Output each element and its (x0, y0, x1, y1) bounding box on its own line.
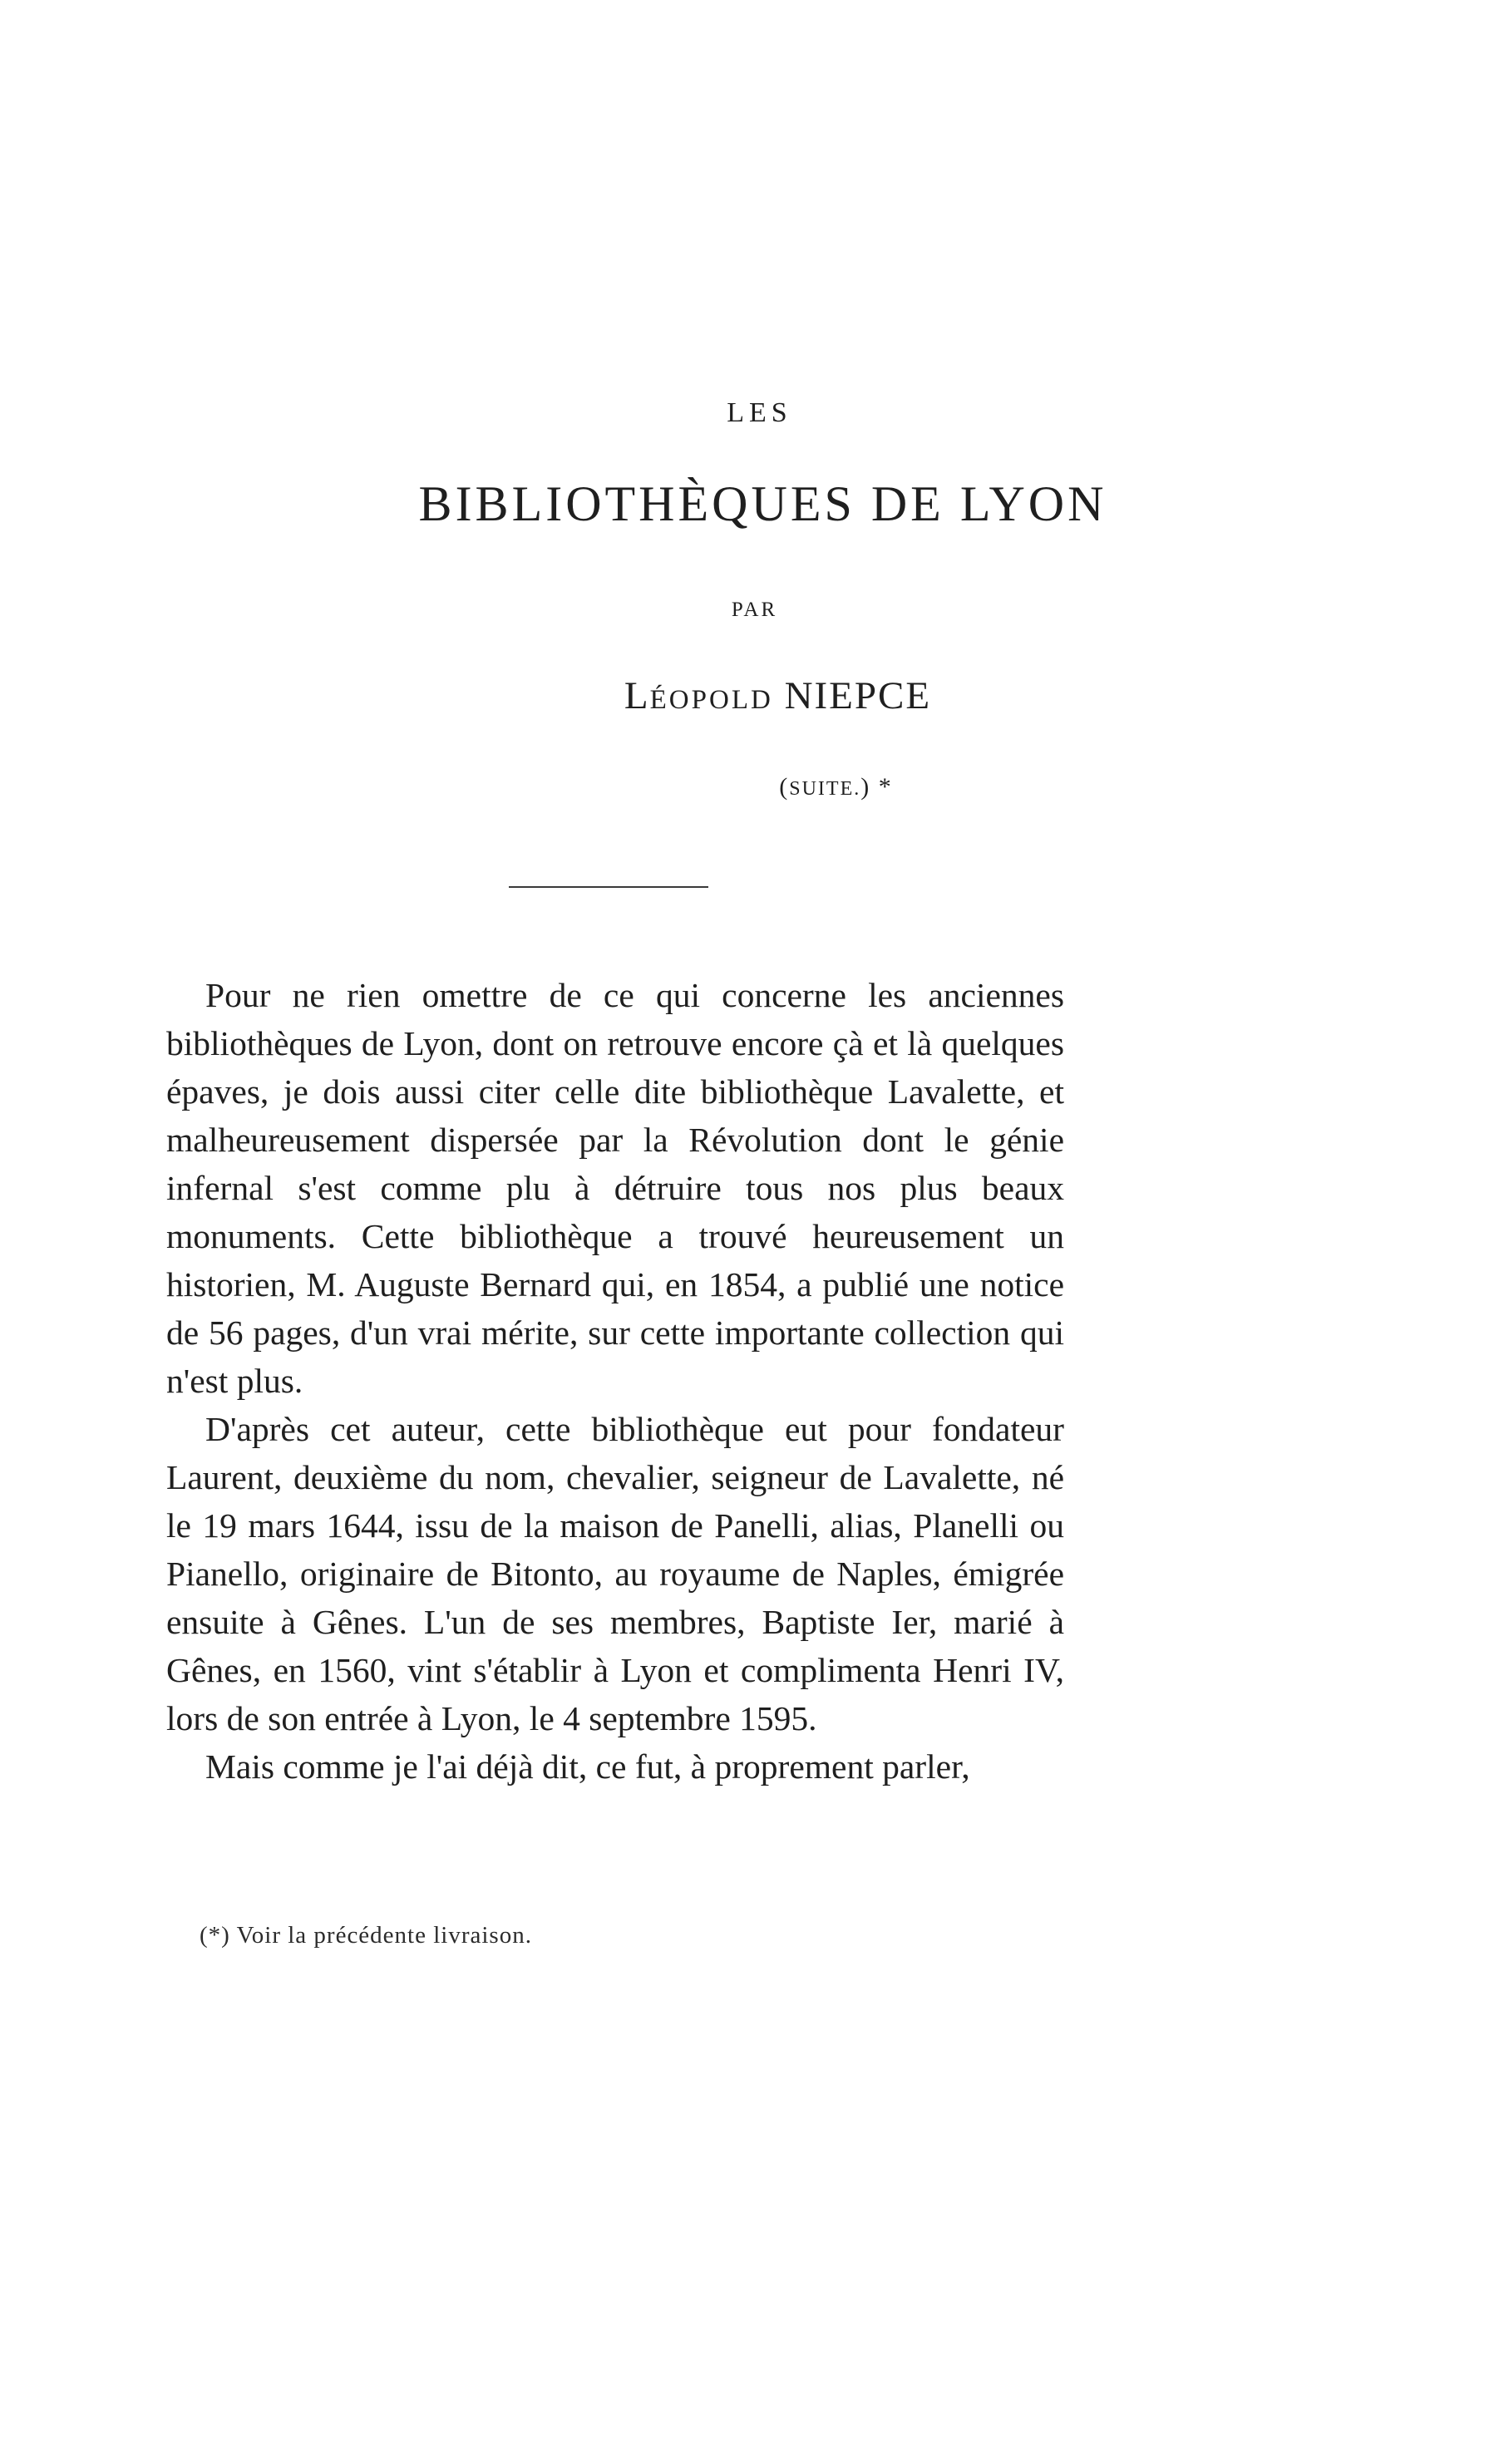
footnote-marker-ref: * (878, 773, 893, 801)
page-title: BIBLIOTHÈQUES DE LYON (418, 476, 1107, 531)
body-text (166, 971, 1064, 1791)
continuation-note (0, 773, 1489, 801)
author-first-rest: ÉOPOLD (649, 685, 773, 715)
suite-rest: UITE. (801, 778, 861, 800)
footnote-text: Voir la précédente livraison. (236, 1922, 532, 1949)
title-divider (509, 886, 708, 888)
footnote-marker: (*) (200, 1922, 230, 1949)
suite-open: ( (779, 773, 790, 801)
title-prefix: LES (727, 397, 792, 428)
paragraph-2: D'après cet auteur, cette bibliothèque eut pour fondateur Laurent, deuxième du nom, chevalier, seigneur de Lavalette, né le 19 mars 1644, issu de la maison de Panelli, alias, Planelli ou Pianello, originaire de Bitonto, au royaume de Naples, émigrée ensuite à Gênes. L'un de ses membres, Baptiste Ier, marié à Gênes, en 1560, vint s'établir à Lyon et complimenta Henri IV, lors de son entrée à Lyon, le 4 septembre 1595. (166, 1410, 1064, 1737)
author-last: NIEPCE (784, 674, 932, 717)
byline-par: PAR (731, 599, 778, 621)
paragraph-1: Pour ne rien omettre de ce qui concerne les anciennes bibliothèques de Lyon, dont on retrouve encore çà et là quelques épaves, je dois aussi citer celle dite bibliothèque Lavalette, et malheureusement dispersée par la Révolution dont le génie infernal s'est comme plu à détruire tous nos plus beaux monuments. Cette bibliothèque a trouvé heureusement un historien, M. Auguste Bernard qui, en 1854, a publié une notice de 56 pages, d'un vrai mérite, sur cette importante collection qui n'est plus. (166, 976, 1064, 1400)
paragraph-3: Mais comme je l'ai déjà dit, ce fut, à proprement parler, (205, 1747, 970, 1786)
author-first-initial: L (624, 674, 650, 717)
suite-close: ) (860, 773, 871, 801)
author-name (0, 673, 1489, 718)
footnote (200, 1922, 532, 1949)
suite-initial: S (789, 778, 802, 800)
